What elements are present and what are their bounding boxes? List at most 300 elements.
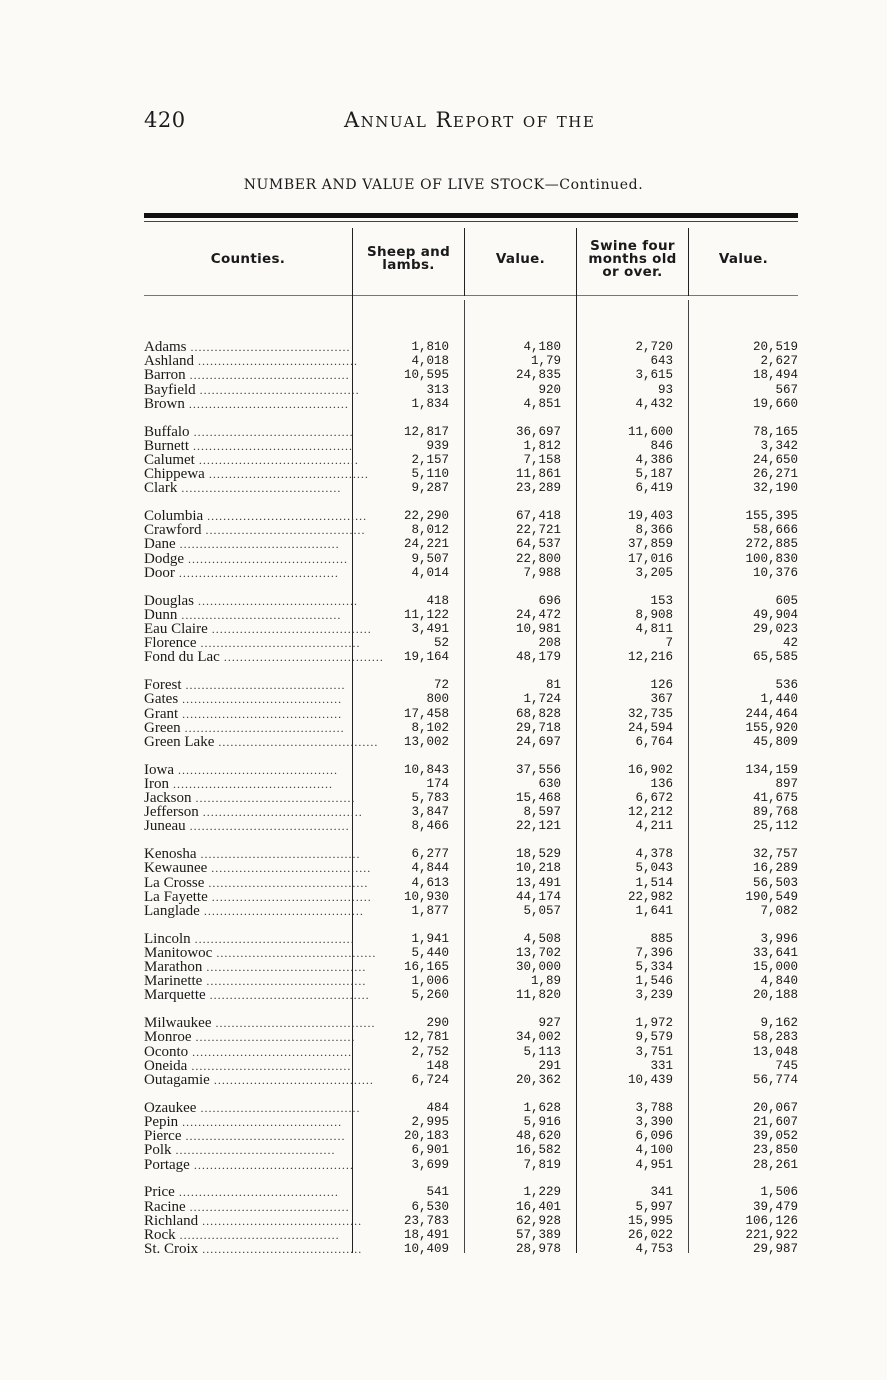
- leader-dots: ........................................: [185, 368, 350, 383]
- sheep-value: 44,174: [515, 889, 561, 904]
- sheep-count: 1,877: [411, 903, 449, 918]
- county-label: Dunn: [144, 606, 178, 623]
- swine-count: 1,514: [635, 875, 673, 890]
- county-label: Milwaukee: [144, 1015, 212, 1032]
- county-label: Price: [144, 1184, 175, 1201]
- sheep-count: 10,843: [403, 762, 449, 777]
- swine-value: 20,188: [752, 988, 798, 1003]
- sheep-value: 24,835: [515, 368, 561, 383]
- table-row: [144, 1101, 798, 1115]
- county-label: Chippewa: [144, 466, 205, 483]
- table-top-rule: [144, 213, 798, 218]
- leader-dots: ........................................: [174, 565, 339, 580]
- swine-value: 16,289: [752, 861, 798, 876]
- sheep-value: 30,000: [515, 960, 561, 975]
- swine-count: 8,366: [635, 523, 673, 538]
- leader-dots: ........................................: [177, 607, 342, 622]
- table-row: [144, 890, 798, 904]
- leader-dots: ........................................: [174, 762, 338, 777]
- swine-value: 33,641: [752, 945, 798, 960]
- county-label: Langlade: [144, 902, 200, 919]
- county-label: Richland: [144, 1212, 199, 1229]
- sheep-count: 11,122: [403, 607, 449, 622]
- swine-value: 49,904: [752, 607, 798, 622]
- sheep-value: 68,828: [515, 706, 561, 721]
- sheep-count: 313: [426, 382, 449, 397]
- county-label: Pepin: [144, 1113, 179, 1130]
- county-name: [144, 930, 355, 947]
- sheep-value: 23,289: [515, 481, 561, 496]
- leader-dots: ........................................: [214, 734, 379, 749]
- swine-value: 25,112: [752, 819, 798, 834]
- county-label: Clark: [144, 480, 178, 497]
- swine-count: 8,908: [635, 607, 673, 622]
- table-row: [144, 876, 798, 890]
- sheep-value: 1,89: [530, 974, 561, 989]
- leader-dots: ........................................: [189, 438, 353, 453]
- county-label: Dodge: [144, 550, 184, 567]
- leader-dots: ........................................: [185, 1199, 350, 1214]
- swine-count: 153: [650, 593, 673, 608]
- header-swine: Swine four months old or over.: [588, 237, 677, 280]
- swine-count: 3,390: [635, 1114, 673, 1129]
- county-name: [144, 678, 350, 692]
- leader-dots: ........................................: [175, 1227, 340, 1242]
- header-swine-value: Value.: [718, 250, 769, 267]
- swine-value: 3,996: [760, 931, 798, 946]
- sheep-count: 1,006: [411, 974, 449, 989]
- sheep-value: 1,628: [523, 1100, 561, 1115]
- table-row: [144, 650, 798, 664]
- county-name: [144, 959, 367, 976]
- table-row: [144, 678, 798, 692]
- swine-value: 24,650: [752, 452, 798, 467]
- table-top-thin-rule: [144, 221, 798, 222]
- sheep-count: 1,941: [411, 931, 449, 946]
- sheep-value: 696: [538, 593, 561, 608]
- sheep-count: 13,002: [403, 734, 449, 749]
- county-label: Portage: [144, 1156, 190, 1173]
- sheep-value: 37,556: [515, 762, 561, 777]
- county-label: Fond du Lac: [144, 649, 220, 666]
- county-name: [144, 987, 370, 1004]
- table-row: [144, 819, 798, 833]
- table-row: [144, 481, 798, 495]
- leader-dots: ........................................: [204, 467, 369, 482]
- leader-dots: ........................................: [175, 537, 340, 552]
- leader-dots: ........................................: [180, 720, 345, 735]
- table-row: [144, 383, 798, 397]
- county-name: [144, 707, 350, 721]
- swine-count: 32,735: [627, 706, 673, 721]
- swine-count: 4,432: [635, 396, 673, 411]
- leader-dots: ........................................: [178, 692, 343, 707]
- sheep-value: 4,180: [523, 340, 561, 354]
- sheep-count: 10,930: [403, 889, 449, 904]
- leader-dots: ........................................: [189, 424, 354, 439]
- swine-value: 897: [775, 776, 798, 791]
- sheep-count: 3,699: [411, 1157, 449, 1172]
- sheep-count: 9,287: [411, 481, 449, 496]
- swine-value: 15,000: [752, 960, 798, 975]
- swine-value: 56,503: [752, 875, 798, 890]
- county-name: [144, 721, 350, 735]
- sheep-count: 418: [426, 593, 449, 608]
- swine-count: 4,378: [635, 847, 673, 862]
- county-name: [144, 1212, 363, 1229]
- swine-value: 155,920: [745, 720, 798, 735]
- swine-value: 745: [775, 1058, 798, 1073]
- table-row: [144, 537, 798, 551]
- county-label: Green: [144, 719, 181, 736]
- swine-value: 4,840: [760, 974, 798, 989]
- county-name: [144, 1185, 350, 1199]
- leader-dots: ........................................: [207, 889, 372, 904]
- swine-count: 3,751: [635, 1044, 673, 1059]
- county-label: Door: [144, 564, 175, 581]
- sheep-value: 5,057: [523, 903, 561, 918]
- county-name: [144, 763, 350, 777]
- county-name: [144, 1241, 363, 1258]
- county-name: [144, 608, 350, 622]
- leader-dots: ........................................: [186, 340, 351, 354]
- sheep-value: 208: [538, 636, 561, 651]
- county-name: [144, 777, 350, 791]
- leader-dots: ........................................: [191, 791, 356, 806]
- county-name: [144, 649, 384, 666]
- leader-dots: ........................................: [207, 621, 372, 636]
- leader-dots: ........................................: [196, 847, 361, 862]
- sheep-value: 4,508: [523, 931, 561, 946]
- county-label: Manitowoc: [144, 944, 213, 961]
- sheep-value: 62,928: [515, 1213, 561, 1228]
- table-row: [144, 932, 798, 946]
- swine-value: 32,190: [752, 481, 798, 496]
- sheep-value: 29,718: [515, 720, 561, 735]
- county-name: [144, 1029, 356, 1046]
- swine-value: 39,052: [752, 1129, 798, 1144]
- sheep-count: 5,110: [411, 467, 449, 482]
- leader-dots: ........................................: [195, 382, 360, 397]
- county-label: Brown: [144, 395, 185, 412]
- county-name: [144, 1156, 354, 1173]
- sheep-count: 5,260: [411, 988, 449, 1003]
- table-row: [144, 425, 798, 439]
- leader-dots: ........................................: [198, 805, 363, 820]
- sheep-count: 2,752: [411, 1044, 449, 1059]
- county-group: [144, 1101, 798, 1172]
- swine-count: 5,187: [635, 467, 673, 482]
- table-row: [144, 1242, 798, 1256]
- swine-count: 341: [650, 1185, 673, 1200]
- table-row: [144, 988, 798, 1002]
- county-name: [144, 437, 353, 454]
- swine-count: 136: [650, 776, 673, 791]
- county-label: Monroe: [144, 1029, 192, 1046]
- swine-value: 190,549: [745, 889, 798, 904]
- table-row: [144, 707, 798, 721]
- county-name: [144, 860, 372, 877]
- sheep-count: 4,018: [411, 354, 449, 369]
- sheep-value: 10,981: [515, 621, 561, 636]
- swine-value: 2,627: [760, 354, 798, 369]
- sheep-value: 5,113: [523, 1044, 561, 1059]
- header-sheep-and-lambs: Sheep and lambs.: [366, 244, 451, 273]
- sheep-count: 800: [426, 692, 449, 707]
- county-label: Outagamie: [144, 1072, 210, 1088]
- leader-dots: ........................................: [189, 1157, 354, 1172]
- table-row: [144, 777, 798, 791]
- swine-count: 6,096: [635, 1129, 673, 1144]
- county-name: [144, 1115, 350, 1129]
- county-label: Lincoln: [144, 930, 191, 947]
- swine-value: 39,479: [752, 1199, 798, 1214]
- county-group: [144, 847, 798, 918]
- sheep-count: 20,183: [403, 1129, 449, 1144]
- leader-dots: ........................................: [196, 1100, 361, 1115]
- sheep-value: 34,002: [515, 1030, 561, 1045]
- swine-value: 19,660: [752, 396, 798, 411]
- swine-value: 10,376: [752, 565, 798, 580]
- table-row: [144, 791, 798, 805]
- swine-value: 28,261: [752, 1157, 798, 1172]
- table-row: [144, 1214, 798, 1228]
- swine-count: 4,386: [635, 452, 673, 467]
- county-group: [144, 1185, 798, 1256]
- county-name: [144, 1099, 361, 1116]
- sheep-value: 7,819: [523, 1157, 561, 1172]
- leader-dots: ........................................: [181, 1129, 346, 1144]
- swine-count: 22,982: [627, 889, 673, 904]
- swine-value: 65,585: [752, 650, 798, 665]
- sheep-value: 11,820: [515, 988, 561, 1003]
- county-label: Kewaunee: [144, 860, 208, 877]
- sheep-value: 20,362: [515, 1073, 561, 1087]
- swine-value: 78,165: [752, 424, 798, 439]
- table-row: [144, 1129, 798, 1143]
- swine-count: 3,615: [635, 368, 673, 383]
- swine-value: 221,922: [745, 1227, 798, 1242]
- table-row: [144, 566, 798, 580]
- county-name: [144, 552, 350, 566]
- sheep-count: 12,817: [403, 424, 449, 439]
- swine-count: 1,972: [635, 1016, 673, 1031]
- swine-count: 4,951: [635, 1157, 673, 1172]
- sheep-value: 13,491: [515, 875, 561, 890]
- table-row: [144, 509, 798, 523]
- swine-value: 272,885: [745, 537, 798, 552]
- swine-count: 26,022: [627, 1227, 673, 1242]
- table-row: [144, 1016, 798, 1030]
- table-row: [144, 974, 798, 988]
- swine-count: 1,641: [635, 903, 673, 918]
- swine-value: 58,283: [752, 1030, 798, 1045]
- swine-count: 16,902: [627, 762, 673, 777]
- swine-value: 7,082: [760, 903, 798, 918]
- sheep-count: 19,164: [403, 650, 449, 665]
- table-row: [144, 1030, 798, 1044]
- sheep-value: 16,401: [515, 1199, 561, 1214]
- sheep-count: 939: [426, 438, 449, 453]
- sheep-count: 8,012: [411, 523, 449, 538]
- sheep-count: 22,290: [403, 509, 449, 524]
- county-name: [144, 566, 350, 580]
- sheep-count: 290: [426, 1016, 449, 1031]
- swine-value: 32,757: [752, 847, 798, 862]
- leader-dots: ........................................: [184, 551, 348, 566]
- swine-count: 24,594: [627, 720, 673, 735]
- swine-value: 42: [782, 636, 798, 651]
- county-label: Marathon: [144, 959, 203, 976]
- leader-dots: ........................................: [202, 960, 367, 975]
- swine-count: 5,997: [635, 1199, 673, 1214]
- county-name: [144, 620, 372, 637]
- county-group: [144, 340, 798, 411]
- table-row: [144, 453, 798, 467]
- county-name: [144, 397, 350, 411]
- swine-value: 1,506: [760, 1185, 798, 1200]
- sheep-count: 484: [426, 1100, 449, 1115]
- swine-value: 20,519: [752, 340, 798, 354]
- county-label: Marquette: [144, 987, 206, 1004]
- leader-dots: ........................................: [178, 706, 343, 721]
- county-name: [144, 888, 372, 905]
- county-name: [144, 874, 369, 891]
- table-row: [144, 1185, 798, 1199]
- county-label: Ozaukee: [144, 1099, 197, 1116]
- county-group: [144, 594, 798, 665]
- leader-dots: ........................................: [209, 1073, 374, 1087]
- swine-value: 89,768: [752, 805, 798, 820]
- county-name: [144, 368, 350, 382]
- header-bottom-rule: [144, 295, 798, 296]
- leader-dots: ........................................: [194, 354, 358, 369]
- sheep-value: 24,472: [515, 607, 561, 622]
- sheep-value: 81: [545, 678, 561, 693]
- county-label: Forest: [144, 677, 182, 694]
- county-group: [144, 763, 798, 834]
- table-row: [144, 946, 798, 960]
- sheep-count: 17,458: [403, 706, 449, 721]
- swine-count: 4,811: [635, 621, 673, 636]
- sheep-value: 11,861: [515, 467, 561, 482]
- swine-value: 58,666: [752, 523, 798, 538]
- leader-dots: ........................................: [187, 1058, 352, 1073]
- header-counties: Counties.: [210, 250, 286, 267]
- sheep-count: 3,847: [411, 805, 449, 820]
- leader-dots: ........................................: [185, 819, 350, 834]
- table-row: [144, 1228, 798, 1242]
- swine-count: 2,720: [635, 340, 673, 354]
- county-name: [144, 522, 366, 539]
- leader-dots: ........................................: [191, 1030, 356, 1045]
- swine-count: 3,788: [635, 1100, 673, 1115]
- table-row: [144, 1045, 798, 1059]
- sheep-value: 18,529: [515, 847, 561, 862]
- swine-count: 885: [650, 931, 673, 946]
- swine-value: 20,067: [752, 1100, 798, 1115]
- swine-count: 4,211: [635, 819, 673, 834]
- county-label: Gates: [144, 691, 179, 708]
- sheep-count: 72: [433, 678, 449, 693]
- table-row: [144, 636, 798, 650]
- sheep-count: 541: [426, 1185, 449, 1200]
- table-row: [144, 904, 798, 918]
- swine-count: 126: [650, 678, 673, 693]
- sheep-count: 16,165: [403, 960, 449, 975]
- leader-dots: ........................................: [204, 875, 369, 890]
- table-row: [144, 622, 798, 636]
- county-name: [144, 340, 350, 354]
- sheep-count: 1,810: [411, 340, 449, 354]
- leader-dots: ........................................: [211, 1016, 376, 1031]
- county-name: [144, 466, 369, 483]
- swine-value: 155,395: [745, 509, 798, 524]
- sheep-value: 57,389: [515, 1227, 561, 1242]
- swine-value: 605: [775, 593, 798, 608]
- sheep-count: 8,466: [411, 819, 449, 834]
- swine-value: 134,159: [745, 762, 798, 777]
- table-row: [144, 1059, 798, 1073]
- leader-dots: ........................................: [188, 1044, 353, 1059]
- swine-count: 3,205: [635, 565, 673, 580]
- sheep-count: 2,157: [411, 452, 449, 467]
- sheep-count: 10,409: [403, 1242, 449, 1257]
- county-name: [144, 819, 350, 833]
- sheep-count: 5,783: [411, 791, 449, 806]
- table-row: [144, 763, 798, 777]
- swine-count: 6,672: [635, 791, 673, 806]
- sheep-value: 8,597: [523, 805, 561, 820]
- county-name: [144, 592, 358, 609]
- sheep-value: 36,697: [515, 424, 561, 439]
- swine-value: 9,162: [760, 1016, 798, 1031]
- swine-count: 19,403: [627, 509, 673, 524]
- sheep-count: 12,781: [403, 1030, 449, 1045]
- county-name: [144, 451, 359, 468]
- county-name: [144, 481, 350, 495]
- leader-dots: ........................................: [194, 593, 358, 608]
- swine-count: 1,546: [635, 974, 673, 989]
- county-label: Florence: [144, 635, 197, 652]
- sheep-count: 4,613: [411, 875, 449, 890]
- table-row: [144, 692, 798, 706]
- table-row: [144, 608, 798, 622]
- leader-dots: ........................................: [177, 481, 342, 496]
- county-label: Grant: [144, 705, 179, 722]
- swine-value: 567: [775, 382, 798, 397]
- sheep-count: 6,530: [411, 1199, 449, 1214]
- sheep-value: 22,121: [515, 819, 561, 834]
- leader-dots: ........................................: [194, 452, 359, 467]
- county-label: Barron: [144, 367, 186, 384]
- swine-value: 18,494: [752, 368, 798, 383]
- table-row: [144, 397, 798, 411]
- swine-count: 9,579: [635, 1030, 673, 1045]
- county-label: Eau Claire: [144, 620, 208, 637]
- county-label: Kenosha: [144, 846, 197, 863]
- sheep-count: 52: [433, 636, 449, 651]
- county-name: [144, 1200, 350, 1214]
- header-sheep-value: Value.: [495, 250, 546, 267]
- sheep-count: 4,844: [411, 861, 449, 876]
- sheep-count: 3,491: [411, 621, 449, 636]
- sheep-value: 48,620: [515, 1129, 561, 1144]
- table-row: [144, 340, 798, 354]
- sheep-value: 7,158: [523, 452, 561, 467]
- leader-dots: ........................................: [196, 636, 361, 651]
- swine-value: 29,987: [752, 1242, 798, 1257]
